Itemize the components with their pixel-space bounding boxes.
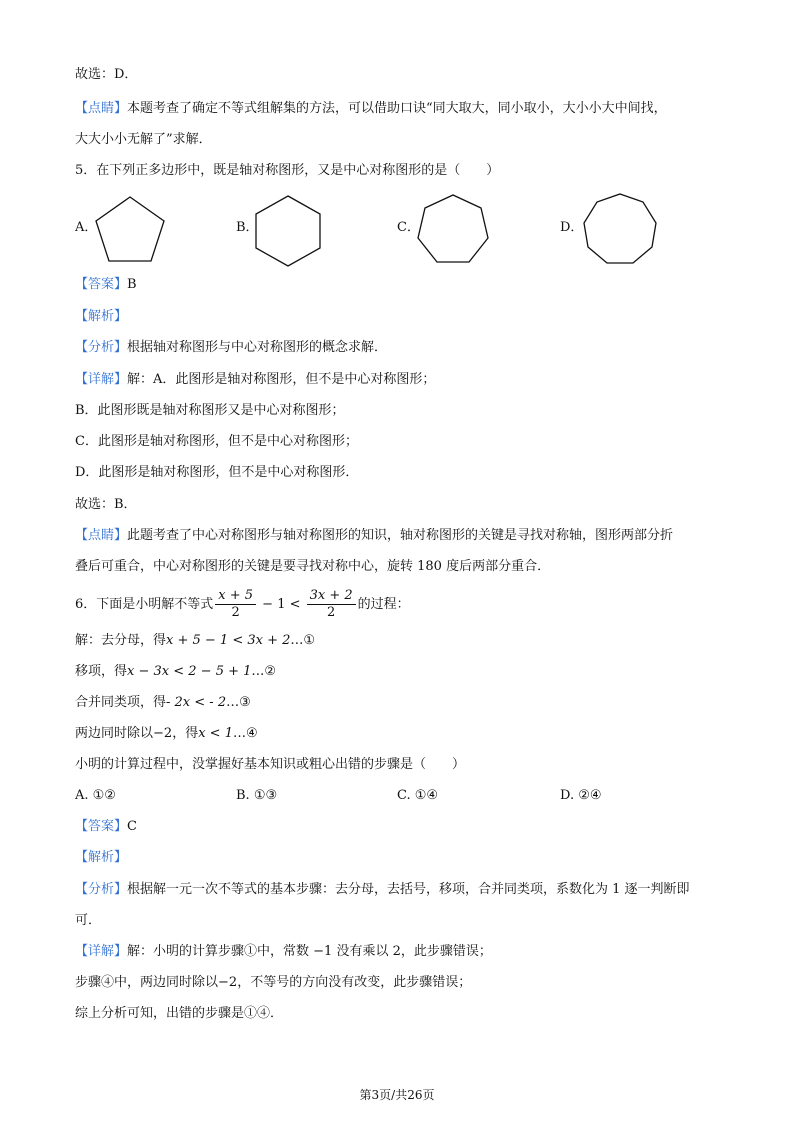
text-line [75, 974, 471, 992]
text: 解：去分母，得 [75, 633, 167, 648]
fraction-1 [215, 588, 256, 621]
jiexi-6 [75, 849, 127, 867]
math: −2 [153, 726, 173, 741]
jiexi-5 [75, 308, 127, 326]
text: …④ [232, 726, 258, 741]
denominator: 2 [327, 605, 336, 620]
text: 此题考查了中心对称图形与轴对称图形的知识，轴对称图形的关键是寻找对称轴，图形两部分折 [127, 528, 674, 543]
text-line: C．此图形是轴对称图形，但不是中心对称图形； [75, 434, 358, 449]
step-1 [75, 632, 315, 650]
fraction-2 [307, 588, 356, 621]
text: 合并同类项，得 [75, 695, 167, 710]
step-2 [75, 663, 276, 681]
text-line [75, 100, 667, 118]
text: 步骤④中，两边同时除以 [75, 975, 219, 990]
math: - 2x < - 2 [166, 695, 227, 710]
text-line: B．此图形既是轴对称图形又是中心对称图形； [75, 403, 345, 418]
math: − 1 < [258, 597, 305, 612]
text-line: 故选：D． [75, 67, 138, 82]
answer-value: C [127, 819, 137, 834]
text: ，得 [172, 726, 199, 741]
heptagon-figure [413, 190, 493, 270]
math: x + 5 − 1 < 3x + 2 [166, 633, 291, 648]
option-6-c: C. ①④ [397, 788, 439, 803]
text: 根据轴对称图形与中心对称图形的概念求解． [127, 340, 388, 355]
numerator: 3x + 2 [307, 588, 356, 605]
nonagon-figure [578, 188, 662, 272]
math: x − 3x < 2 − 5 + 1 [127, 664, 252, 679]
text-line: 故选：B． [75, 497, 137, 512]
xiangjie-tag: 【详解】 [75, 944, 128, 959]
text-line: 大大小小无解了”求解． [75, 132, 212, 147]
option-6-b: B. ①③ [236, 788, 278, 803]
option-5-c: C． [397, 220, 420, 235]
hexagon-figure [250, 190, 330, 270]
text-line: 叠后可重合，中心对称图形的关键是要寻找对称中心，旋转 180 度后两部分重合． [75, 559, 551, 574]
text: ，不等号的方向没有改变，此步骤错误； [237, 975, 472, 990]
option-5-d: D． [560, 220, 584, 235]
text: 两边同时除以 [75, 726, 154, 741]
math: x < 1 [198, 726, 233, 741]
fenxi-5 [75, 339, 387, 357]
answer-6 [75, 818, 137, 836]
math: −2 [218, 975, 238, 990]
step-4 [75, 725, 258, 743]
dianjing-tag: 【点睛】 [75, 101, 128, 116]
fenxi-tag: 【分析】 [75, 882, 128, 897]
fenxi-tag: 【分析】 [75, 340, 128, 355]
option-5-a: A． [75, 220, 98, 235]
answer-5 [75, 276, 137, 294]
text: …② [251, 664, 277, 679]
page-footer: 第3页/共26页 [359, 1088, 435, 1102]
option-5-b: B． [236, 220, 259, 235]
xiangjie-6 [75, 943, 492, 961]
jiexi-tag: 【解析】 [75, 850, 128, 865]
text-line: 综上分析可知，出错的步骤是①④． [75, 1006, 284, 1021]
jiexi-tag: 【解析】 [75, 309, 128, 324]
xiangjie-tag: 【详解】 [75, 372, 128, 387]
text: …① [290, 633, 316, 648]
answer-value: B [127, 277, 137, 292]
text: …③ [226, 695, 251, 710]
text-line: D．此图形是轴对称图形，但不是中心对称图形． [75, 465, 359, 480]
text: 6．下面是小明解不等式 [75, 597, 214, 612]
option-6-d: D. ②④ [560, 788, 602, 803]
text-line: 可． [75, 913, 102, 928]
answer-tag: 【答案】 [75, 819, 128, 834]
answer-tag: 【答案】 [75, 277, 128, 292]
fenxi-6 [75, 881, 690, 899]
text: 根据解一元一次不等式的基本步骤：去分母，去括号，移项，合并同类项，系数化为 1 逐一判断即 [127, 882, 690, 897]
text: 解：小明的计算步骤①中，常数 −1 没有乘以 2，此步骤错误； [127, 944, 492, 959]
text: 解：A．此图形是轴对称图形，但不是中心对称图形； [127, 372, 436, 387]
text: 本题考查了确定不等式组解集的方法，可以借助口诀“同大取大，同小取小，大小小大中间找， [127, 101, 667, 116]
denominator: 2 [231, 605, 240, 620]
text: 的过程： [357, 597, 410, 612]
numerator: x + 5 [215, 588, 256, 605]
step-3 [75, 694, 251, 712]
xiangjie-5 [75, 371, 435, 389]
option-6-a: A. ①② [75, 788, 116, 803]
question-6 [75, 588, 410, 622]
question-5: 5．在下列正多边形中，既是轴对称图形，又是中心对称图形的是（ ） [75, 163, 500, 178]
question-6-ask: 小明的计算过程中，没掌握好基本知识或粗心出错的步骤是（ ） [75, 757, 466, 772]
dianjing-5 [75, 527, 673, 545]
dianjing-tag: 【点睛】 [75, 528, 128, 543]
text: 移项，得 [75, 664, 128, 679]
pentagon-figure [90, 190, 170, 270]
